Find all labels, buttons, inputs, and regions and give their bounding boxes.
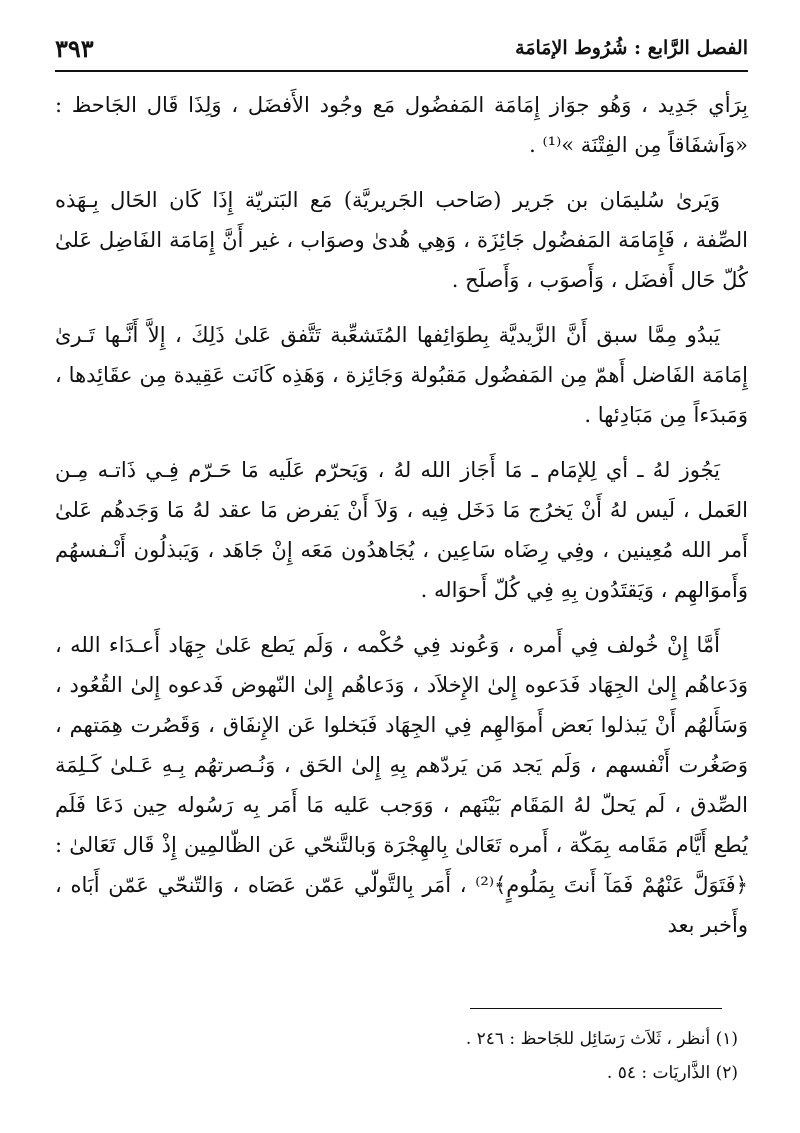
header-rule xyxy=(55,70,748,72)
running-title: الفصل الرَّابع : شُرُوط الإمَامَة xyxy=(515,37,748,59)
footnote-item: (٢) الذَّاريَات : ٥٤ . xyxy=(606,1063,738,1083)
footnotes xyxy=(55,1022,738,1090)
paragraph: أَمَّا إِنْ خُولف فِي أَمره ، وَعُوند فِي حُكْمه ، وَلَم يَطع عَلىٰ جِهَاد أَعـدَاء الله ، وَدَعاهُم إِلىٰ الجِهَاد فَدَعوه إِلىٰ الإِخلاَد ، وَدَعاهُم إِلىٰ النّهوض فَدعوه إِلىٰ القُعُود ، وَسَأَلهُم أَنْ يَبذلوا بَعض أَموَالهِم فِي الجِهَاد فَبَخلوا عَن الإِنفَاق ، وَقَصُرت هِمَتهم ، وَصَغُرت أَنْفسهم ، وَلَم يَجد مَن يَردّهم بِهِ إِلىٰ الحَق ، وَنُـصرتهُم بِـهِ عَـلىٰ كَـلِمَة الصِّدق ، لَم يَحلّ لهُ المَقَام بَيْنَهم ، وَوَجب عَليه مَا أَمَر بِه رَسُوله حِين دَعَا فَلَم يُطع أَيَّام مَقَامه بِمَكّة ، أَمره تَعَالىٰ بِالهِجْرَة وَبالتَّنحّي عَن الظّالمِين إِذْ قَال تَعَالىٰ : ﴿فَتَوَلَّ عَنْهُمْ فَمَآ أَنتَ بِمَلُومٍ﴾⁽²⁾ ، أَمَر بِالتَّولّي عَمّن عَصَاه ، وَالتّنحّي عَمّن أَبَاه ، وأَخبر بعد xyxy=(55,633,748,937)
page-number: ٣٩٣ xyxy=(55,33,94,63)
footnote-item: (١) أنظر ، ثَلاَث رَسَائِل للجَاحظ : ٢٤٦ . xyxy=(465,1029,738,1049)
paragraph: وَيَرىٰ سُليمَان بن جَرير (صَاحب الجَريريَّة) مَع البَتريّة إِذَا كَان الحَال بِـهَذه الصِّفة ، فَإِمَامَة المَفضُول جَائِزَة ، وَهِي هُدىٰ وصوَاب ، غير أَنَّ إِمَامَة الفَاضِل عَلىٰ كُلّ حَال أَفضَل ، وَأَصوَب ، وَأَصلَح . xyxy=(55,188,748,292)
paragraph: بِرَأي جَدِيد ، وَهُو جوَاز إِمَامَة المَفضُول مَع وجُود الأَفضَل ، وَلِذَا قَال الجَاحظ : «وَاَشفَاقاً مِن الفِتْنَة »⁽¹⁾ . xyxy=(55,93,748,157)
paragraph: يَجُوز لهُ ـ أي لِلإمَام ـ مَا أَجَاز الله لهُ ، وَيَحرّم عَلَيه مَا حَـرّم فِـي ذَاتـه مِـن العَمل ، لَيس لهُ أَنْ يَخرُج مَا دَخَل فِيه ، وَلاَ أَنْ يَفرض مَا عقد لهُ مَا وَجَدهُم عَلىٰ أَمر الله مُعِينين ، وفِي رِضَاه سَاعِين ، يُجَاهدُون مَعَه إِنْ جَاهَد ، وَيَبذلُون أَنْـفسهُم وَأَموَالهِم ، وَيَقتَدُون بِهِ فِي كُلّ أَحوَاله . xyxy=(55,458,748,602)
page-header xyxy=(55,28,748,68)
body-text xyxy=(55,85,748,960)
paragraph: يَبدُو مِمَّا سبق أَنَّ الزَّيديَّة بِطوَائِفها المُتَشعِّبة تَتَّفق عَلىٰ ذَلِكَ ، إِلاَّ أَنَّـها تَـرىٰ إِمَامَة الفَاضل أَهمّ مِن المَفضُول مَقبُولة وَجَائِزة ، وَهَذِه كَانَت عَقِيدة مِن عقَائِدها ، وَمَبدَءاً مِن مَبَادِئها . xyxy=(55,323,748,427)
footnote-rule xyxy=(470,1008,722,1009)
